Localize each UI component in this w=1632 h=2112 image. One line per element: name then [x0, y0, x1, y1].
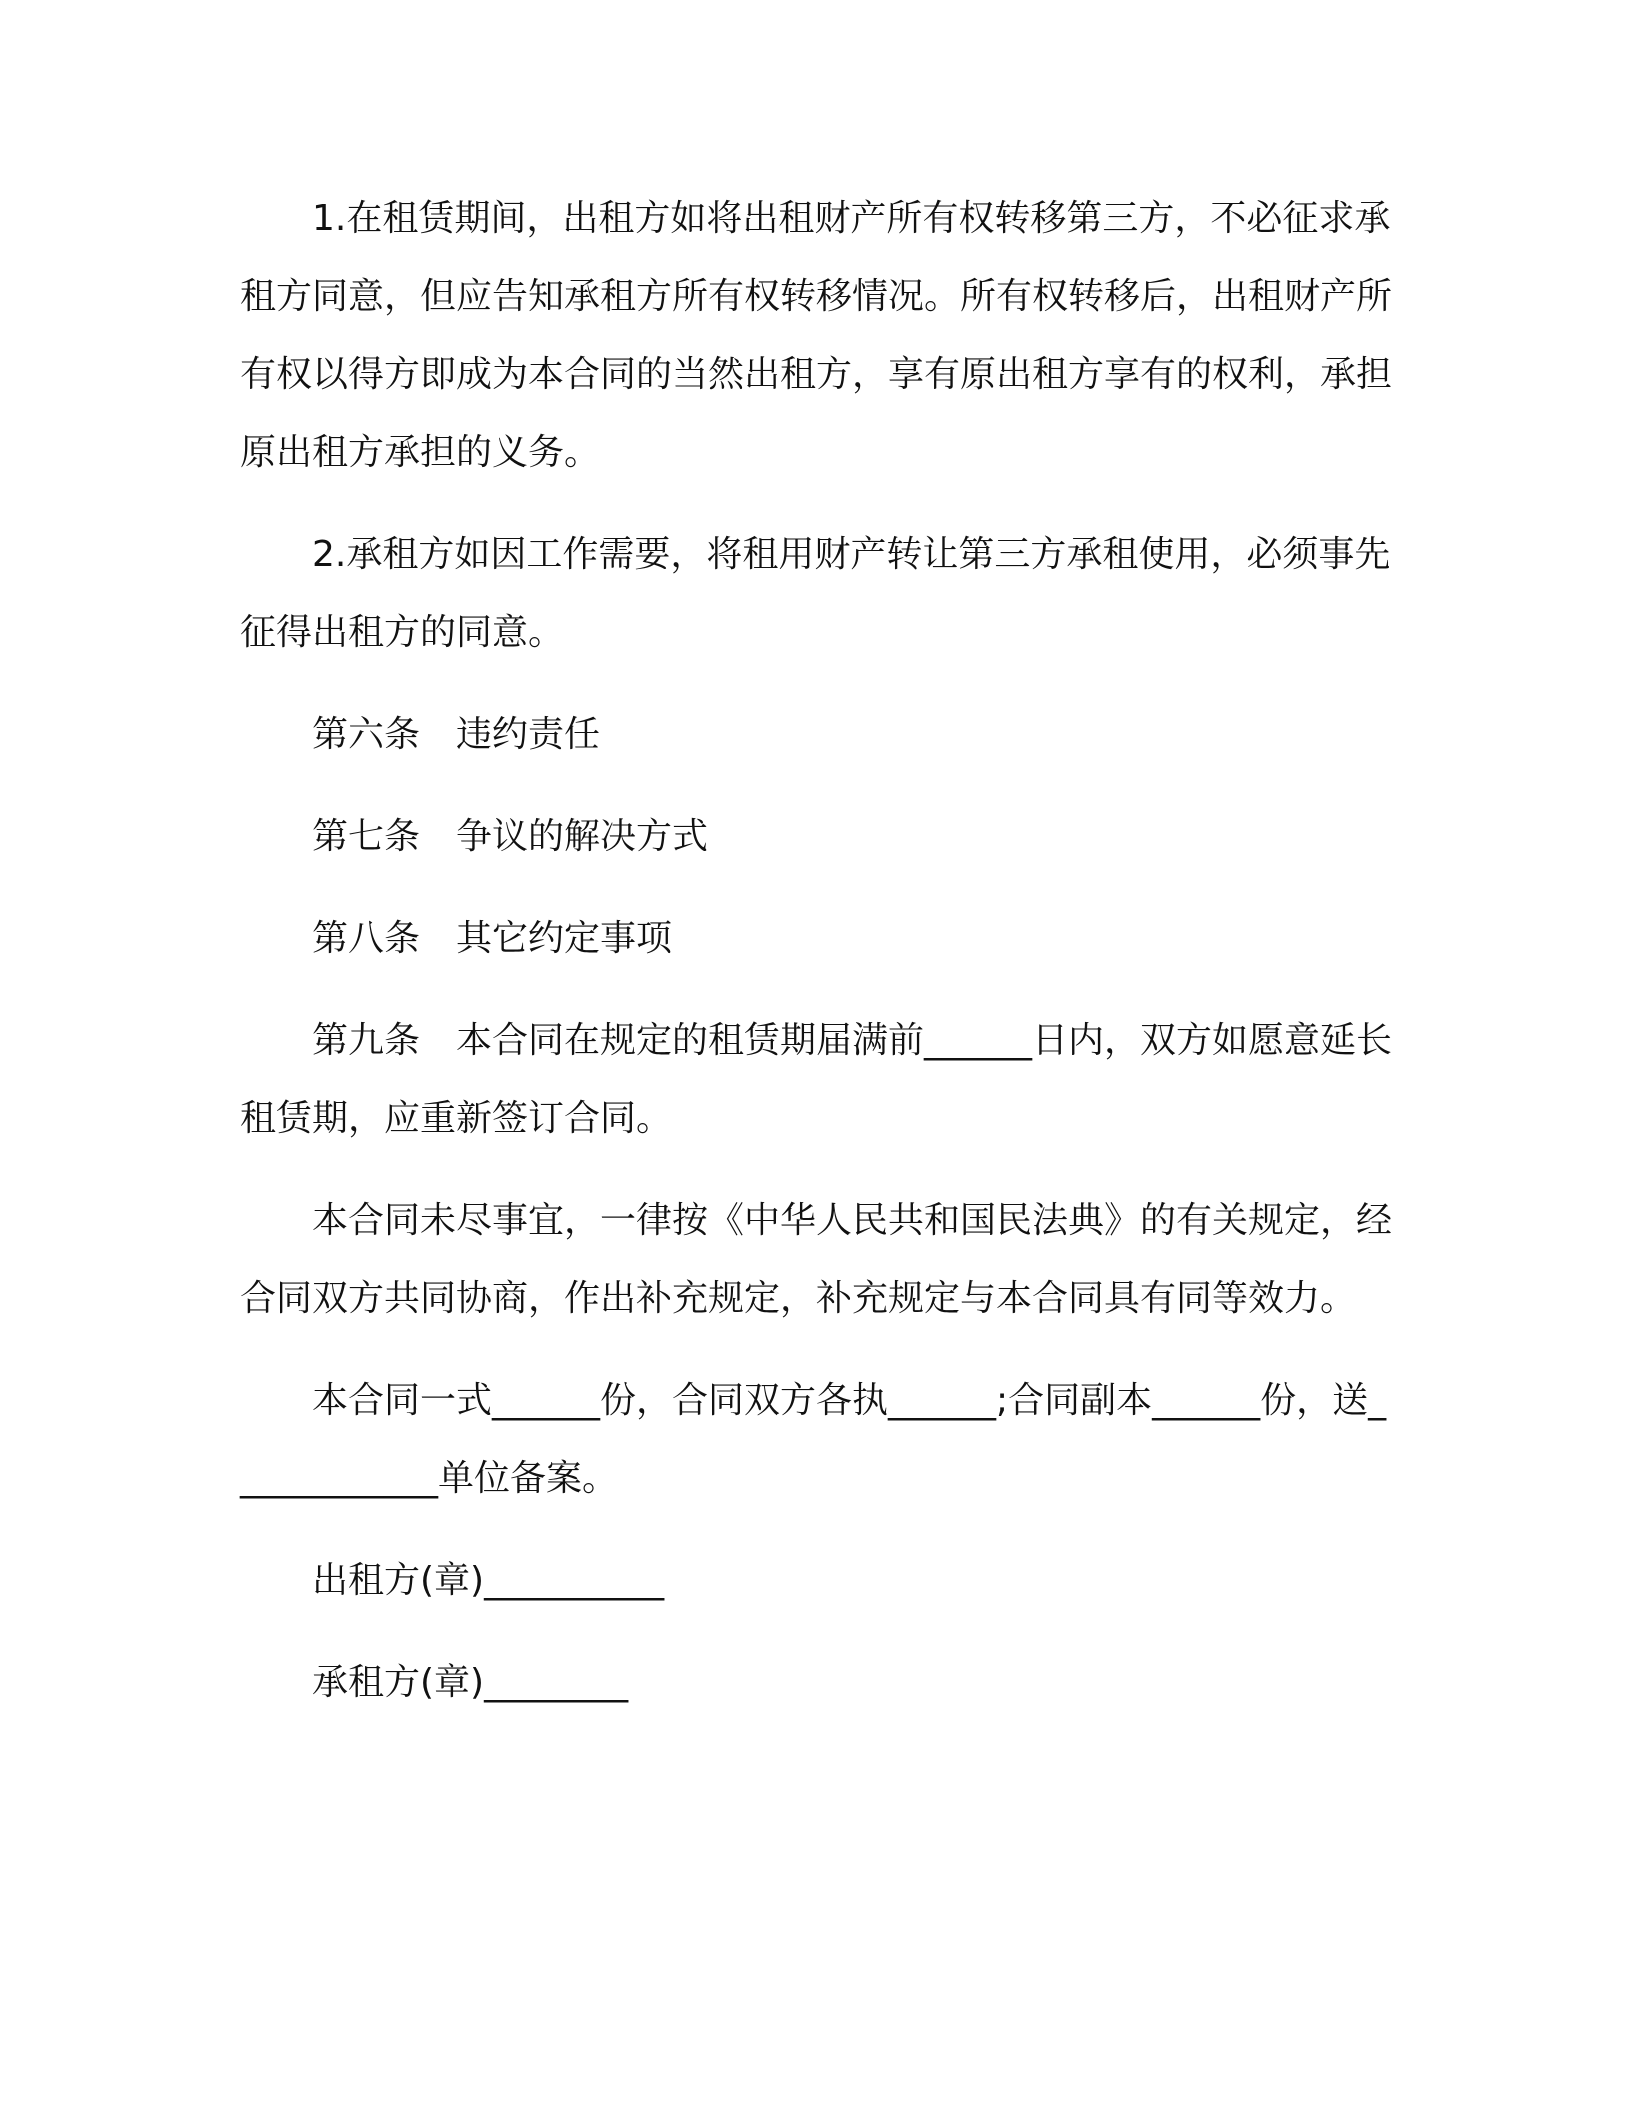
document-body: [240, 180, 1400, 1746]
lessee-signature-line: 承租方(章)________: [312, 1662, 629, 1703]
copies-paragraph: 本合同一式______份，合同双方各执______;合同副本______份，送____________单位备案。: [240, 1380, 1387, 1499]
article-nine-paragraph: 第九条 本合同在规定的租赁期届满前______日内，双方如愿意延长租赁期，应重新签订合同。: [240, 1020, 1393, 1139]
clause-paragraph-1: 1.在租赁期间，出租方如将出租财产所有权转移第三方，不必征求承租方同意，但应告知承租方所有权转移情况。所有权转移后，出租财产所有权以得方即成为本合同的当然出租方，享有原出租方享有的权利，承担原出租方承担的义务。: [240, 198, 1393, 473]
article-seven-heading: 第七条 争议的解决方式: [312, 816, 709, 857]
clause-paragraph-2: 2.承租方如因工作需要，将租用财产转让第三方承租使用，必须事先征得出租方的同意。: [240, 534, 1391, 653]
lessor-signature-line: 出租方(章)__________: [312, 1560, 665, 1601]
supplement-paragraph: 本合同未尽事宜，一律按《中华人民共和国民法典》的有关规定，经合同双方共同协商，作出补充规定，补充规定与本合同具有同等效力。: [240, 1200, 1393, 1319]
article-six-heading: 第六条 违约责任: [312, 714, 601, 755]
article-eight-heading: 第八条 其它约定事项: [312, 918, 673, 959]
